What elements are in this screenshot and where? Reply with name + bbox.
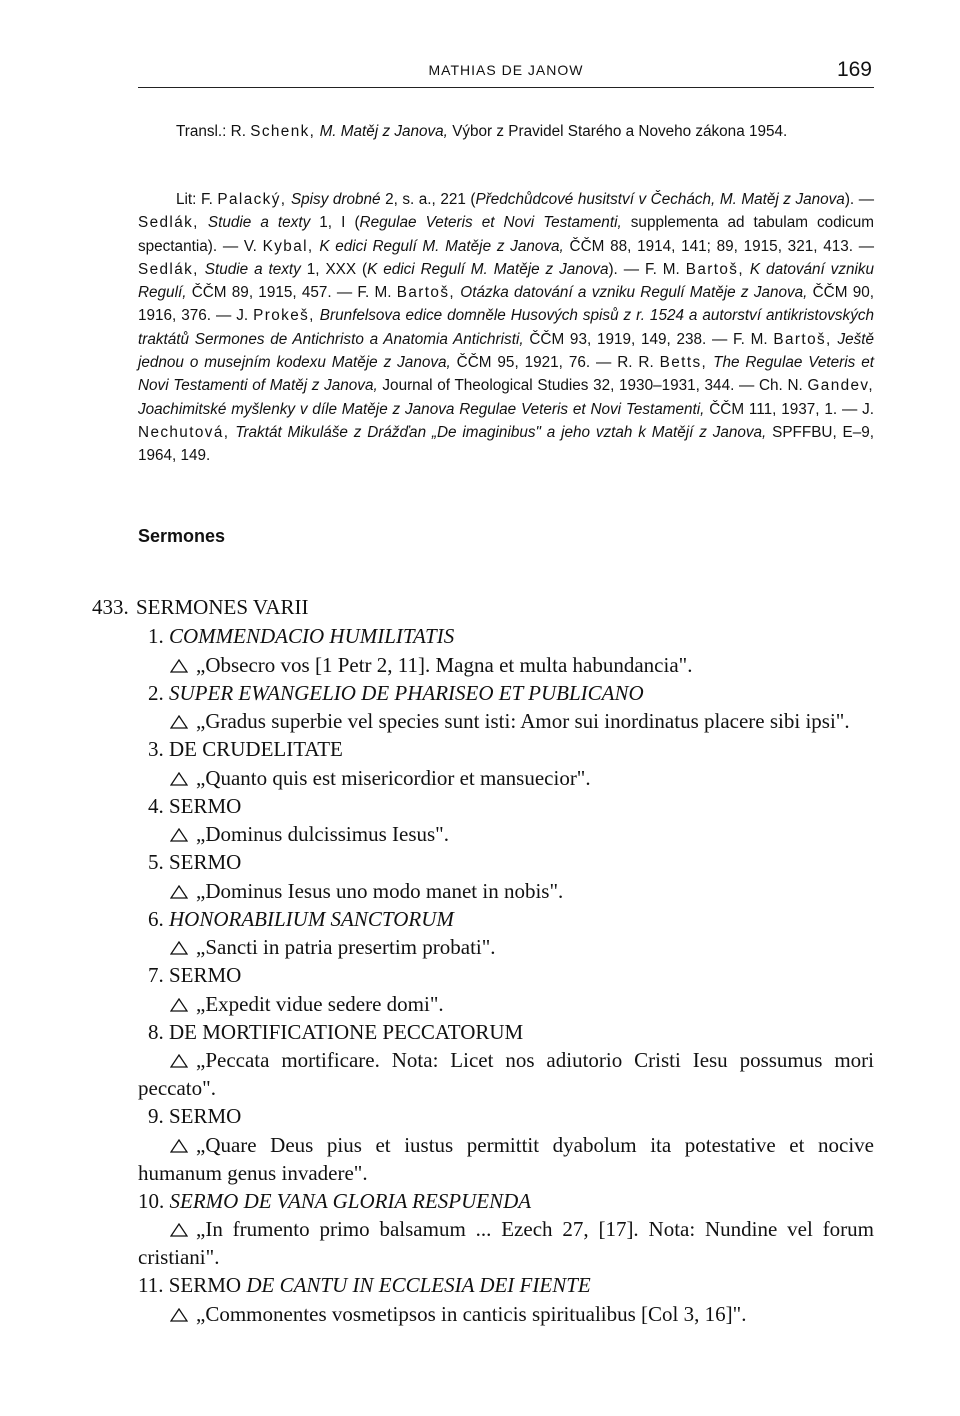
- text-run: 1, XXX (: [300, 260, 368, 278]
- incipit-text: „Dominus dulcissimus Iesus".: [196, 822, 449, 846]
- italic-title: COMMENDACIO HUMILITATIS: [169, 624, 455, 648]
- sermon-heading: [138, 1102, 874, 1131]
- incipit-text: „Gradus superbie vel species sunt isti: Amor sui inordinatus placere sibi ipsi".: [196, 709, 850, 733]
- triangle-icon: [170, 1308, 188, 1322]
- transl-rest: Výbor z Pravidel Starého a Noveho zákona 1954.: [452, 123, 788, 140]
- italic-title: K edici Regulí M. Matěje z Janova,: [319, 237, 564, 255]
- italic-title: SUPER EWANGELIO DE PHARISEO ET PUBLICANO: [169, 680, 644, 705]
- running-title: MATHIAS DE JANOW: [428, 62, 584, 78]
- page-number: 169: [836, 58, 872, 81]
- sermon-item: [138, 1018, 874, 1103]
- sermon-incipit: [138, 877, 874, 905]
- triangle-icon: [170, 1139, 188, 1153]
- text-run: SERMO: [169, 963, 242, 987]
- author-name: Sedlák,: [138, 260, 199, 278]
- text-run: Lit: F.: [176, 191, 218, 208]
- incipit-text: „Expedit vidue sedere domi".: [196, 991, 444, 1016]
- literature-paragraph: [138, 188, 874, 468]
- sermon-incipit: [138, 707, 874, 735]
- italic-title: Studie a texty: [207, 214, 311, 232]
- sermon-number: 10.: [138, 1188, 165, 1213]
- text-run: ČČM 88, 1914, 141; 89, 1915, 321, 413. —: [563, 237, 875, 255]
- triangle-icon: [170, 715, 188, 729]
- triangle-icon: [170, 885, 188, 899]
- text-run: ČČM 90, 1916, 376. — J.: [138, 284, 874, 325]
- triangle-icon: [170, 1223, 188, 1237]
- triangle-icon: [170, 772, 188, 786]
- sermon-item: [138, 792, 874, 849]
- italic-title: Otázka datování a vzniku Regulí Matěje z Janova,: [460, 284, 808, 302]
- incipit-text: „Quare Deus pius et iustus permittit dyabolum ita potestative et nocive humanum genus invadere".: [138, 1132, 874, 1185]
- sermon-incipit: [138, 820, 874, 848]
- italic-title: SERMO DE VANA GLORIA RESPUENDA: [169, 1188, 532, 1213]
- entry-number: 433.: [92, 595, 129, 619]
- sermon-incipit: [138, 764, 874, 792]
- sermon-number: 3.: [148, 737, 164, 761]
- text-run: SPFFBU, E–9, 1964, 149.: [138, 423, 875, 465]
- header-rule: [138, 87, 874, 88]
- text-run: ). —: [844, 191, 874, 208]
- sermon-heading: [138, 792, 874, 821]
- italic-title: K edici Regulí M. Matěje z Janova: [367, 260, 609, 278]
- italic-title: Traktát Mikuláše z Drážďan „De imaginibus" a jeho vztah k Matějí z Janova,: [235, 423, 767, 441]
- sermon-incipit: [138, 990, 874, 1018]
- page-header: [138, 58, 874, 90]
- triangle-icon: [170, 828, 188, 842]
- sermon-heading: [138, 848, 874, 877]
- sermon-item: [138, 961, 874, 1018]
- text-run: 2, s. a., 221 (: [380, 191, 476, 208]
- author-name: Betts,: [659, 354, 708, 372]
- sermon-number: 8.: [148, 1019, 164, 1044]
- sermon-incipit: [138, 1300, 874, 1328]
- sermon-number: 2.: [148, 680, 164, 705]
- text-run: DE CRUDELITATE: [169, 737, 343, 761]
- transl-label: Transl.: R.: [176, 123, 246, 140]
- text-run: SERMO: [169, 850, 242, 874]
- incipit-text: „Dominus Iesus uno modo manet in nobis".: [196, 878, 564, 903]
- sermon-number: 6.: [148, 906, 164, 931]
- entry-title: SERMONES VARII: [136, 595, 309, 619]
- author-name: Bartoš,: [685, 260, 744, 278]
- translation-paragraph: [138, 120, 874, 143]
- author-name: Gandev,: [807, 377, 874, 395]
- author-name: Bartoš,: [773, 330, 832, 348]
- sermon-list: [138, 622, 874, 1328]
- text-run: ČČM 93, 1919, 149, 238. — F. M.: [523, 330, 774, 348]
- sermon-heading: [138, 1271, 874, 1300]
- text-run: DE MORTIFICATIONE PECCATORUM: [169, 1019, 524, 1044]
- italic-title: DE CANTU IN ECCLESIA DEI FIENTE: [246, 1273, 591, 1297]
- sermon-item: [138, 679, 874, 736]
- italic-title: Brunfelsova edice domněle Husových spisů z r. 1524 a autorství antikristovských traktátů Sermones de Antichristo a Anatomia Antichristi,: [138, 307, 875, 348]
- incipit-text: „In frumento primo balsamum ... Ezech 27, [17]. Nota: Nundine vel forum cristiani".: [138, 1217, 874, 1269]
- italic-title: K datování vzniku Regulí,: [138, 260, 875, 302]
- text-run: ČČM 111, 1937, 1. — J.: [704, 400, 874, 418]
- sermon-heading: [138, 1018, 874, 1047]
- author-name: Nechutová,: [138, 423, 230, 441]
- sermon-number: 5.: [148, 850, 164, 874]
- sermon-heading: [138, 622, 874, 651]
- sermon-number: 11.: [138, 1273, 164, 1297]
- triangle-icon: [170, 659, 188, 673]
- sermon-item: [138, 905, 874, 962]
- sermon-item: [138, 1271, 874, 1328]
- italic-title: Ještě jednou o musejním kodexu Matěje z Janova,: [138, 330, 874, 372]
- text-run: ČČM 89, 1915, 457. — F. M.: [186, 284, 397, 302]
- text-run: ČČM 95, 1921, 76. — R. R.: [450, 354, 660, 372]
- transl-title: M. Matěj z Janova,: [319, 123, 448, 140]
- sermon-heading: [138, 735, 874, 764]
- sermon-item: [138, 735, 874, 792]
- text-run: SERMO: [168, 1273, 247, 1297]
- sermon-incipit: [138, 933, 874, 961]
- sermon-item: [138, 848, 874, 905]
- triangle-icon: [170, 998, 188, 1012]
- sermon-number: 9.: [148, 1104, 164, 1128]
- sermon-number: 4.: [148, 793, 164, 818]
- sermon-incipit: [138, 1131, 874, 1187]
- italic-title: Studie a texty: [204, 260, 301, 278]
- transl-author: Schenk,: [250, 123, 316, 140]
- italic-title: Joachimitské myšlenky v díle Matěje z Janova Regulae Veteris et Novi Testamenti,: [138, 400, 705, 418]
- italic-title: The Regulae Veteris et Novi Testamenti of Matěj z Janova,: [138, 354, 874, 395]
- italic-title: Regulae Veteris et Novi Testamenti,: [359, 214, 622, 232]
- sermon-item: [138, 622, 874, 679]
- author-name: Palacký,: [217, 191, 287, 208]
- author-name: Prokeš,: [253, 307, 315, 325]
- sermon-heading: [138, 905, 874, 934]
- italic-title: Předchůdcové husitství v Čechách, M. Matěj z Janova: [475, 191, 845, 208]
- text-run: [199, 214, 208, 231]
- author-name: Bartoš,: [396, 284, 456, 302]
- incipit-text: „Sancti in patria presertim probati".: [196, 935, 496, 959]
- author-name: Kybal,: [262, 237, 314, 255]
- section-heading: Sermones: [138, 526, 226, 546]
- text-run: SERMO: [169, 793, 242, 818]
- author-name: Sedlák,: [138, 214, 199, 232]
- incipit-text: „Quanto quis est misericordior et mansuecior".: [196, 765, 591, 790]
- sermon-incipit: [138, 1046, 874, 1102]
- text-run: supplementa ad tabulam codicum spectantia). — V.: [138, 214, 874, 255]
- sermon-incipit: [138, 651, 874, 679]
- italic-title: Spisy drobné: [290, 191, 381, 208]
- sermon-number: 1.: [148, 624, 164, 648]
- sermon-incipit: [138, 1215, 874, 1271]
- triangle-icon: [170, 1054, 188, 1068]
- sermon-heading: [138, 961, 874, 990]
- text-run: SERMO: [169, 1104, 242, 1128]
- triangle-icon: [170, 941, 188, 955]
- incipit-text: „Commonentes vosmetipsos in canticis spiritualibus [Col 3, 16]".: [196, 1301, 747, 1326]
- sermon-heading: [138, 679, 874, 708]
- sermon-item: [138, 1102, 874, 1187]
- sermon-item: [138, 1187, 874, 1272]
- incipit-text: „Obsecro vos [1 Petr 2, 11]. Magna et multa habundancia".: [196, 652, 693, 677]
- incipit-text: „Peccata mortificare. Nota: Licet nos adiutorio Cristi Iesu possumus mori peccato".: [138, 1048, 874, 1100]
- text-run: 1, I (: [310, 214, 360, 232]
- text-run: ). — F. M.: [608, 260, 686, 278]
- entry-heading: [92, 593, 309, 621]
- sermon-number: 7.: [148, 963, 164, 987]
- italic-title: HONORABILIUM SANCTORUM: [169, 906, 454, 931]
- sermon-heading: [138, 1187, 874, 1216]
- text-run: Journal of Theological Studies 32, 1930–1931, 344. — Ch. N.: [377, 377, 808, 395]
